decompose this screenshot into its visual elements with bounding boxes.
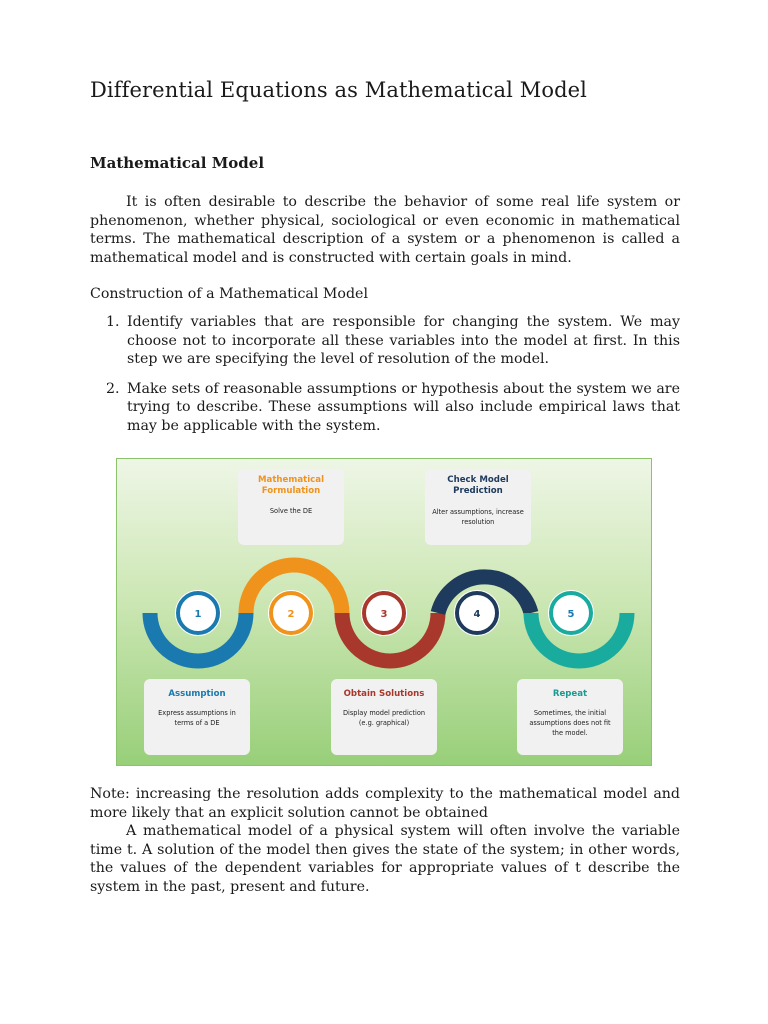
modeling-process-figure bbox=[116, 458, 652, 766]
step-number: 1. bbox=[106, 314, 120, 330]
section-heading: Mathematical Model bbox=[90, 154, 265, 172]
card-repeat bbox=[517, 679, 623, 755]
step-circle-3 bbox=[361, 590, 407, 636]
card-description: Sometimes, the initial assumptions does not fit the model. bbox=[529, 709, 611, 737]
card-description: Alter assumptions, increase resolution bbox=[432, 508, 524, 526]
document-title: Differential Equations as Mathematical Model bbox=[90, 78, 587, 102]
card-title: Mathematical Formulation bbox=[257, 475, 325, 496]
step-number-2: 2 bbox=[287, 609, 295, 620]
step-circle-1 bbox=[175, 590, 221, 636]
card-description: Solve the DE bbox=[269, 507, 313, 515]
card-mathematical-formulation bbox=[238, 469, 344, 545]
intro-paragraph: It is often desirable to describe the behavior of some real life system or phenomenon, whether physical, sociological or even economic in mathematical terms. The mathematical description of a system or a phenomenon is called a mathematical model and is constructed with certain goals in mind. bbox=[90, 194, 680, 266]
step-number-4: 4 bbox=[473, 609, 481, 620]
card-check-model-prediction bbox=[425, 469, 531, 545]
card-title: Check Model Prediction bbox=[447, 475, 509, 496]
construction-steps-list bbox=[90, 313, 680, 447]
step-number-1: 1 bbox=[194, 609, 202, 620]
step-circle-2 bbox=[268, 590, 314, 636]
card-title: Obtain Solutions bbox=[343, 689, 425, 699]
step-text: Identify variables that are responsible for changing the system. We may choose not to incorporate all these variables into the model at first. In this step we are specifying the level of resolution of the model. bbox=[127, 314, 680, 368]
list-item bbox=[90, 380, 680, 436]
card-description: Express assumptions in terms of a DE bbox=[158, 709, 236, 727]
construction-heading: Construction of a Mathematical Model bbox=[90, 286, 368, 302]
step-circle-4 bbox=[454, 590, 500, 636]
card-description: Display model prediction (e.g. graphical) bbox=[342, 709, 426, 727]
step-number: 2. bbox=[106, 380, 120, 397]
note-paragraph: Note: increasing the resolution adds complexity to the mathematical model and more likely that an explicit solution cannot be obtained bbox=[90, 786, 680, 821]
final-paragraph: A mathematical model of a physical system will often involve the variable time t. A solution of the model then gives the state of the system; in other words, the values of the dependent variables for appropriate values of t describe the system in the past, present and future. bbox=[90, 823, 680, 895]
card-title: Assumption bbox=[168, 689, 226, 699]
card-assumption bbox=[144, 679, 250, 755]
step-number-3: 3 bbox=[380, 609, 388, 620]
card-title: Repeat bbox=[552, 689, 588, 699]
step-circle-5 bbox=[548, 590, 594, 636]
step-number-5: 5 bbox=[567, 609, 575, 620]
card-obtain-solutions bbox=[331, 679, 437, 755]
step-text: Make sets of reasonable assumptions or hypothesis about the system we are trying to describe. These assumptions will also include empirical laws that may be applicable with the system. bbox=[127, 380, 680, 434]
list-item bbox=[90, 313, 680, 369]
